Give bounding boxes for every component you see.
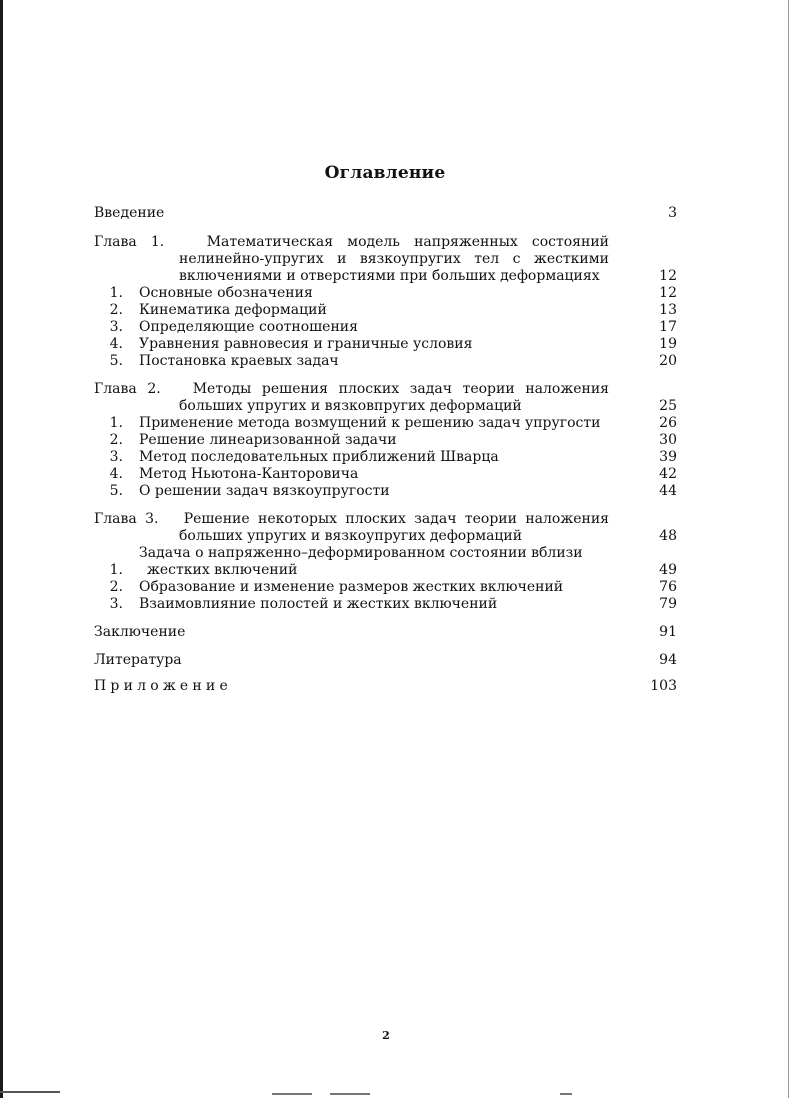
- toc-entry: [94, 205, 677, 222]
- toc-section: [94, 579, 677, 596]
- section-text: Определяющие соотношения: [139, 319, 358, 335]
- scan-mark: [330, 1093, 370, 1095]
- chapter-label: Глава 2.: [94, 381, 161, 397]
- chapter-heading: [94, 234, 677, 285]
- toc-section: [94, 353, 677, 370]
- section-text: Метод последовательных приближений Шварца: [139, 449, 499, 465]
- section-page: 19: [659, 336, 677, 352]
- toc-entry: [94, 652, 677, 669]
- section-text: Метод Ньютона-Канторовича: [139, 466, 359, 482]
- toc-conclusion: [94, 624, 677, 641]
- section-page: 13: [659, 302, 677, 318]
- section-text: Образование и изменение размеров жестких включений: [139, 579, 564, 595]
- section-page: 17: [659, 319, 677, 335]
- chapter-title: [94, 234, 637, 285]
- toc-section: [94, 483, 677, 500]
- chapter-label: Глава 1.: [94, 234, 165, 250]
- section-text: Решение линеаризованной задачи: [139, 432, 397, 448]
- scan-mark: [560, 1093, 572, 1095]
- chapter-page: 25: [659, 398, 677, 414]
- toc-chapter-1: [94, 234, 677, 370]
- section-text: Основные обозначения: [139, 285, 313, 301]
- toc-section: [94, 596, 677, 613]
- section-page: 44: [659, 483, 677, 499]
- section-number: 3.: [109, 596, 123, 612]
- entry-text: Введение: [94, 205, 165, 221]
- chapter-title-text: Математическая модель напряженных состояний нелинейно-упругих и вязкоупругих тел с жесткими включениями и отверстиями при больших деформациях: [179, 234, 610, 284]
- scan-mark: [272, 1093, 312, 1095]
- page-number: 2: [382, 1029, 390, 1042]
- chapter-title-text: Методы решения плоских задач теории наложения больших упругих и вязковпругих деформаций: [179, 381, 609, 414]
- toc-intro: [94, 205, 677, 222]
- section-page: 26: [659, 415, 677, 431]
- section-number: 4.: [109, 336, 123, 352]
- toc-entry: [94, 678, 677, 695]
- entry-page: 91: [659, 624, 677, 640]
- entry-page: 3: [668, 205, 677, 221]
- section-page: 30: [659, 432, 677, 448]
- chapter-title: [94, 381, 637, 415]
- toc-chapter-3: [94, 511, 677, 613]
- chapter-label: Глава 3.: [94, 511, 159, 527]
- entry-text: Литература: [94, 652, 182, 668]
- section-text: Кинематика деформаций: [139, 302, 327, 318]
- chapter-heading: [94, 381, 677, 415]
- toc-section: [94, 319, 677, 336]
- chapter-page: 12: [659, 268, 677, 284]
- toc-section: [94, 545, 677, 579]
- scan-edge-bottom: [0, 1091, 60, 1093]
- section-number: 1.: [109, 285, 123, 301]
- chapter-page: 48: [659, 528, 677, 544]
- section-text: О решении задач вязкоупругости: [139, 483, 390, 499]
- toc-section: [94, 415, 677, 432]
- section-text: Уравнения равновесия и граничные условия: [139, 336, 473, 352]
- section-page: 42: [659, 466, 677, 482]
- entry-text: Заключение: [94, 624, 186, 640]
- section-page: 12: [659, 285, 677, 301]
- toc-appendix: [94, 678, 677, 695]
- section-page: 20: [659, 353, 677, 369]
- section-text: Задача о напряженно–деформированном состоянии вблизи жестких включений: [139, 545, 583, 578]
- section-number: 2.: [109, 579, 123, 595]
- chapter-heading: [94, 511, 677, 545]
- section-number: 3.: [109, 319, 123, 335]
- section-number: 3.: [109, 449, 123, 465]
- entry-page: 103: [650, 678, 677, 694]
- toc-section: [94, 285, 677, 302]
- section-number: 2.: [109, 302, 123, 318]
- toc-section: [94, 302, 677, 319]
- section-number: 4.: [109, 466, 123, 482]
- section-text: Постановка краевых задач: [139, 353, 339, 369]
- section-number: 1.: [109, 415, 123, 431]
- toc-literature: [94, 652, 677, 669]
- toc-chapter-2: [94, 381, 677, 500]
- chapter-title: [94, 511, 637, 545]
- entry-page: 94: [659, 652, 677, 668]
- section-page: 49: [659, 562, 677, 578]
- toc-entry: [94, 624, 677, 641]
- section-number: 5.: [109, 483, 123, 499]
- chapter-title-text: Решение некоторых плоских задач теории наложения больших упругих и вязкоупругих деформаций: [179, 511, 609, 544]
- toc-section: [94, 466, 677, 483]
- section-number: 2.: [109, 432, 123, 448]
- entry-text: Приложение: [94, 678, 232, 694]
- scan-edge-right: [788, 0, 789, 1098]
- section-page: 76: [659, 579, 677, 595]
- section-text: Взаимовлияние полостей и жестких включений: [139, 596, 498, 612]
- section-page: 39: [659, 449, 677, 465]
- toc-section: [94, 432, 677, 449]
- section-text: Применение метода возмущений к решению задач упругости: [139, 415, 601, 431]
- toc-section: [94, 336, 677, 353]
- toc-title: Оглавление: [324, 163, 446, 183]
- section-number: 5.: [109, 353, 123, 369]
- section-page: 79: [659, 596, 677, 612]
- section-number: 1.: [109, 562, 123, 578]
- toc-section: [94, 449, 677, 466]
